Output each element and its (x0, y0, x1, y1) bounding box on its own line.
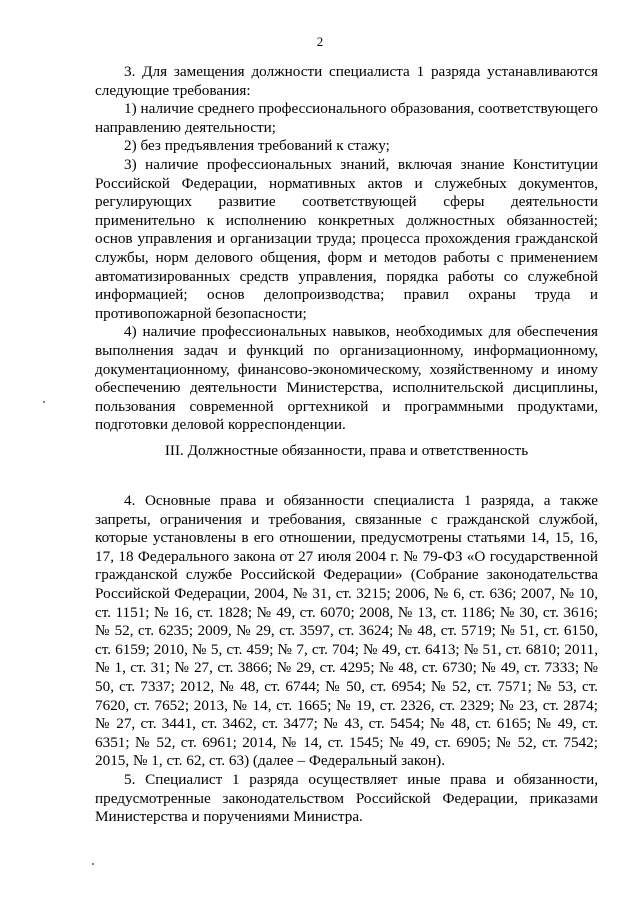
requirements-section (95, 63, 598, 435)
requirement-item-1: 1) наличие среднего профессионального образования, соответствующего направлению деятельности; (95, 100, 598, 136)
page-number: 2 (316, 34, 324, 49)
scan-speck (43, 401, 45, 403)
requirement-item-4: 4) наличие профессиональных навыков, необходимых для обеспечения выполнения задач и функций по организационному, информационному, документационному, финансово-экономическому, хозяйственному и иному обеспечению деятельности Министерства, исполнительской дисциплины, пользования современной оргтехникой и программными продуктами, подготовки деловой корреспонденции. (95, 323, 598, 434)
scan-speck (92, 863, 94, 865)
section-heading: III. Должностные обязанности, права и ответственность (164, 442, 529, 459)
paragraph-4: 4. Основные права и обязанности специалиста 1 разряда, а также запреты, ограничения и требования, связанные с гражданской службой, которые установлены в его отношении, предусмотрены статьями 14, 15, 16, 17, 18 Федерального закона от 27 июля 2004 г. № 79-ФЗ «О государственной гражданской службе Российской Федерации» (Собрание законодательства Российской Федерации, 2004, № 31, ст. 3215; 2006, № 6, ст. 636; 2007, № 10, ст. 1151; № 16, ст. 1828; № 49, ст. 6070; 2008, № 13, ст. 1186; № 30, ст. 3616; № 52, ст. 6235; 2009, № 29, ст. 3597, ст. 3624; № 48, ст. 5719; № 51, ст. 6150, ст. 6159; 2010, № 5, ст. 459; № 7, ст. 704; № 49, ст. 6413; № 51, ст. 6810; 2011, № 1, ст. 31; № 27, ст. 3866; № 29, ст. 4295; № 48, ст. 6730; № 49, ст. 7333; № 50, ст. 7337; 2012, № 48, ст. 6744; № 50, ст. 6954; № 52, ст. 7571; № 53, ст. 7620, ст. 7652; 2013, № 14, ст. 1665; № 19, ст. 2326, ст. 2329; № 23, ст. 2874; № 27, ст. 3441, ст. 3462, ст. 3477; № 43, ст. 5454; № 48, ст. 6165; № 49, ст. 6351; № 52, ст. 6961; 2014, № 14, ст. 1545; № 49, ст. 6905; № 52, ст. 7542; 2015, № 1, ст. 62, ст. 63) (далее – Федеральный закон). (95, 492, 598, 770)
requirement-item-3: 3) наличие профессиональных знаний, включая знание Конституции Российской Федерации, нормативных актов и служебных документов, регулирующих развитие соответствующей сферы деятельности применительно к исполнению конкретных должностных обязанностей; основ управления и организации труда; процесса прохождения гражданской службы, норм делового общения, форм и методов работы с применением автоматизированных средств управления, порядка работы со служебной информацией; основ делопроизводства; правил охраны труда и противопожарной безопасности; (95, 155, 598, 322)
requirement-item-2: 2) без предъявления требований к стажу; (124, 137, 390, 155)
duties-section (95, 492, 598, 827)
paragraph-5: 5. Специалист 1 разряда осуществляет иные права и обязанности, предусмотренные законодательством Российской Федерации, приказами Министерства и поручениями Министра. (95, 770, 598, 826)
paragraph-3: 3. Для замещения должности специалиста 1 разряда устанавливаются следующие требования: (95, 63, 598, 99)
